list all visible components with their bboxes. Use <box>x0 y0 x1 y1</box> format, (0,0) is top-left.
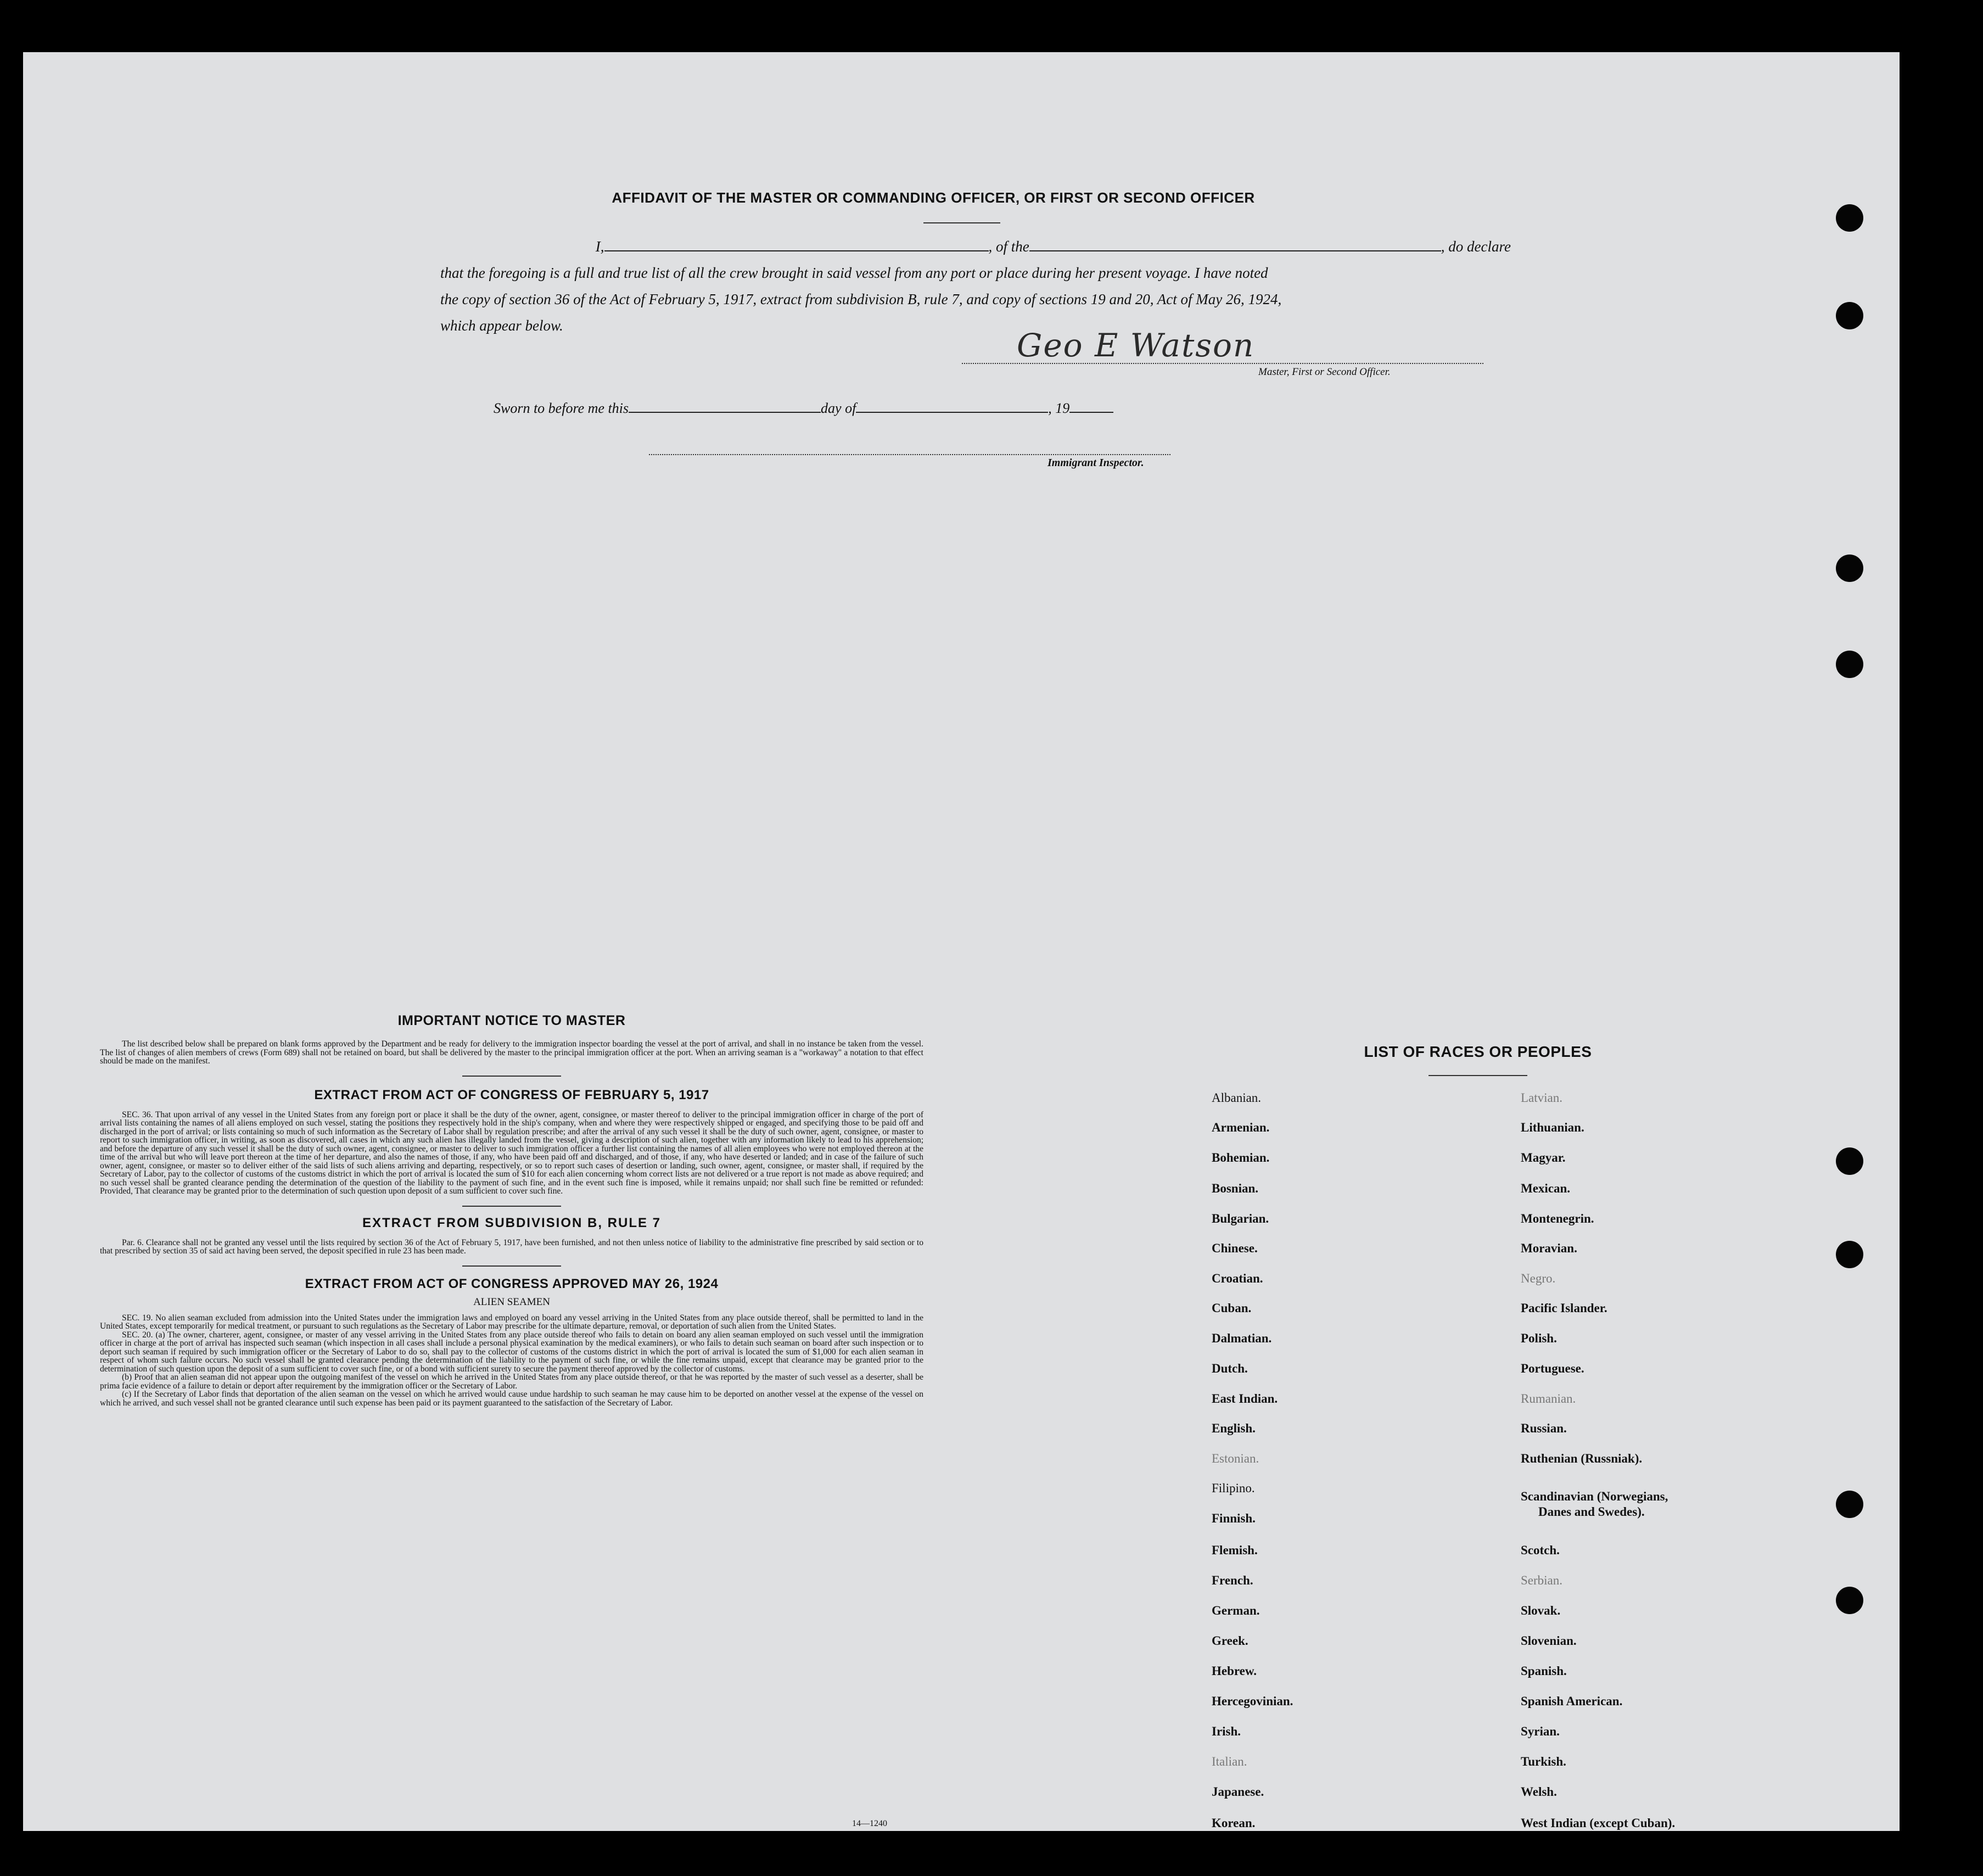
sworn-day-blank <box>629 411 821 413</box>
race-left: Bulgarian. <box>1212 1212 1269 1225</box>
race-right: Latvian. <box>1521 1091 1562 1105</box>
declaration-line-1 <box>440 233 1511 260</box>
race-right: Montenegrin. <box>1521 1212 1594 1225</box>
extract-1917-title: EXTRACT FROM ACT OF CONGRESS OF FEBRUARY 5, 1917 <box>314 1087 709 1102</box>
affidavit-title: AFFIDAVIT OF THE MASTER OR COMMANDING OFFICER, OR FIRST OR SECOND OFFICER <box>612 189 1255 206</box>
binder-hole <box>1836 1587 1863 1614</box>
vessel-name-blank <box>1029 249 1441 251</box>
binder-hole <box>1836 651 1863 678</box>
sworn-prefix: Sworn to before me this <box>494 400 629 416</box>
race-left: Armenian. <box>1212 1121 1270 1134</box>
race-right: Serbian. <box>1521 1573 1563 1587</box>
sec-20a-body: SEC. 20. (a) The owner, charterer, agent, consignee, or master of any vessel arriving in the United States from any place outside thereof who fails to detain on board any alien seaman employed on such vessel until the immigration officer in charge at the port of arrival has inspected such seaman (which inspection in all cases shall include a personal physical examination by the medical examiners), or who fails to detain such seaman on board after such inspection or to deport such seaman if required by such immigration officer or the Secretary of Labor to do so, shall pay to the collector of customs of the customs district in which the port of arrival is located the sum of $1,000 for each alien seaman in respect of whom such failure occurs. No such vessel shall be granted clearance pending the determination of the liability to the payment of such fine, or while the fine remains unpaid, except that clearance may be granted prior to the determination of such question upon the deposit of a sum sufficient to cover such fine, or of a bond with sufficient surety to secure the payment thereof approved by the collector of customs. <box>100 1330 923 1374</box>
section-divider <box>462 1265 561 1267</box>
document-page <box>23 52 1900 1831</box>
section-divider <box>462 1206 561 1207</box>
sworn-year-blank <box>1069 411 1113 413</box>
race-right: Scandinavian (Norwegians, <box>1521 1489 1668 1503</box>
officer-signature: Geo E Watson <box>1017 327 1255 364</box>
race-right: Slovak. <box>1521 1604 1561 1617</box>
signature-line <box>962 363 1483 364</box>
race-left: Greek. <box>1212 1634 1248 1648</box>
sec-20b-body: (b) Proof that an alien seaman did not appear upon the outgoing manifest of the vessel on which he arrived in the United States from any place outside thereof, or that he was reported by the master of such vessel as a deserter, shall be prima facie evidence of a failure to detain or deport after requirement by the immigration officer or the Secretary of Labor. <box>100 1373 923 1391</box>
race-left: Filipino. <box>1212 1481 1255 1495</box>
race-left: Dalmatian. <box>1212 1331 1272 1345</box>
race-right: Mexican. <box>1521 1181 1571 1195</box>
subdivision-b-body: Par. 6. Clearance shall not be granted any vessel until the lists required by section 36 of the Act of February 5, 1917, have been furnished, and not then unless notice of liability to the administrative fine prescribed by said section or to that prescribed by section 35 of said act having been served, the deposit specified in rule 23 has been made. <box>100 1237 923 1256</box>
declaration-line-3: the copy of section 36 of the Act of February 5, 1917, extract from subdivision B, rule 7, and copy of sections 19 and 20, Act of May 26, 1924, <box>440 291 1282 307</box>
race-left: Finnish. <box>1212 1511 1256 1525</box>
races-divider <box>1429 1075 1527 1076</box>
race-left: Dutch. <box>1212 1362 1248 1375</box>
race-right: Welsh. <box>1521 1785 1557 1799</box>
declare-label: , do declare <box>1441 238 1511 255</box>
sec-20c-body: (c) If the Secretary of Labor finds that deportation of the alien seaman on the vessel on which he arrived would cause undue hardship to such seaman he may cause him to be deported on another vessel at the expense of the vessel on which he arrived, and such vessel shall not be granted clearance until such expense has been paid or its payment guaranteed to the satisfaction of the Secretary of Labor. <box>100 1390 923 1408</box>
race-left: Albanian. <box>1212 1091 1262 1105</box>
race-right: West Indian (except Cuban). <box>1521 1816 1676 1830</box>
race-right: Turkish. <box>1521 1755 1566 1768</box>
declarer-name-blank <box>604 249 989 251</box>
race-left: Japanese. <box>1212 1785 1264 1799</box>
race-right: Polish. <box>1521 1331 1557 1345</box>
notice-body: The list described below shall be prepared on blank forms approved by the Department and be ready for delivery to the immigration inspector boarding the vessel at the port of arrival, and shall in no instance be taken from the vessel. The list of changes of alien members of crews (Form 689) shall not be retained on board, but shall be delivered by the master to the principal immigration officer at the port. When an arriving seaman is a "workaway" a notation to that effect should be made on the manifest. <box>100 1039 923 1066</box>
binder-hole <box>1836 555 1863 582</box>
notice-title: IMPORTANT NOTICE TO MASTER <box>397 1013 626 1028</box>
race-left: Korean. <box>1212 1816 1256 1830</box>
binder-hole <box>1836 302 1863 329</box>
affidavit-declaration <box>440 233 1511 339</box>
race-left: English. <box>1212 1421 1256 1435</box>
sworn-year-label: , 19 <box>1048 400 1070 416</box>
race-left: Flemish. <box>1212 1543 1258 1557</box>
binder-hole <box>1836 204 1863 232</box>
race-right: Negro. <box>1521 1272 1556 1285</box>
race-left: Hercegovinian. <box>1212 1694 1293 1708</box>
extract-1924-title: EXTRACT FROM ACT OF CONGRESS APPROVED MAY 26, 1924 <box>305 1276 719 1291</box>
race-left: East Indian. <box>1212 1392 1278 1405</box>
binder-hole <box>1836 1147 1863 1175</box>
race-left: Croatian. <box>1212 1272 1263 1285</box>
binder-hole <box>1836 1491 1863 1518</box>
race-left: Bohemian. <box>1212 1151 1270 1164</box>
section-divider <box>462 1076 561 1077</box>
declarer-prefix: I, <box>595 238 604 255</box>
race-right: Rumanian. <box>1521 1392 1576 1405</box>
officer-title-text: Master, First or Second Officer. <box>1258 366 1391 378</box>
race-left: Chinese. <box>1212 1241 1258 1255</box>
race-right: Portuguese. <box>1521 1362 1584 1375</box>
race-right: Spanish American. <box>1521 1694 1623 1708</box>
extract-1924-subtitle: ALIEN SEAMEN <box>473 1296 550 1308</box>
inspector-label: Immigrant Inspector. <box>1047 457 1144 469</box>
extract-1917-body: SEC. 36. That upon arrival of any vessel in the United States from any foreign port or place it shall be the duty of the owner, agent, consignee, or master thereof to deliver to the principal immigration officer in charge of the port of arrival lists containing the names of all aliens employed on such vessel, stating the positions they respectively hold in the ship's company, when and where they were respectively shipped or engaged, and specifying those to be paid off and discharged in the port of arrival; or lists containing so much of such information as the Secretary of Labor shall by regulation prescribe; and after the arrival of any such vessel it shall be the duty of such owner, agent, consignee, or master to report to such immigration officer, in writing, as soon as discovered, all cases in which any such alien has illegally landed from the vessel, giving a description of such alien, together with any information likely to lead to his apprehension; and before the departure of any such vessel it shall be the duty of such owner, agent, consignee, or master to deliver to such immigration officer a further list containing the names of all alien employees who were not employed thereon at the time of the arrival but who will leave port thereon at the time of her departure, and also the names of those, if any, who have been paid off and discharged, and of those, if any, who have deserted or landed; and in case of the failure of such owner, agent, consignee, or master so to deliver either of the said lists of such aliens arriving and departing, respectively, or so to report such cases of desertion or landing, such owner, agent, consignee, or master shall, if required by the Secretary of Labor, pay to the collector of customs of the customs district in which the port of arrival is located the sum of $10 for each alien concerning whom correct lists are not delivered or a true report is not made as above required; and no such vessel shall be granted clearance pending the determination of the question of the liability to the payment of such fine, and in the event such fine is imposed, while it remains unpaid; nor shall such fine be remitted or refunded: Provided, That clearance may be granted prior to the determination of such question upon deposit of a sum sufficient to cover such fine. <box>100 1110 923 1196</box>
race-right: Moravian. <box>1521 1241 1577 1255</box>
sworn-line <box>494 395 1207 422</box>
declaration-line-4: which appear below. <box>440 317 563 334</box>
of-the-label: , of the <box>988 238 1029 255</box>
race-left: Bosnian. <box>1212 1181 1259 1195</box>
binder-hole <box>1836 1241 1863 1268</box>
sworn-day-label: day of <box>821 400 856 416</box>
race-right: Ruthenian (Russniak). <box>1521 1452 1643 1465</box>
race-right: Syrian. <box>1521 1724 1560 1738</box>
race-left: Hebrew. <box>1212 1664 1257 1678</box>
sec-19-body: SEC. 19. No alien seaman excluded from admission into the United States under the immigration laws and employed on board any vessel arriving in the United States from any place outside thereof, shall be permitted to land in the United States, except temporarily for medical treatment, or pursuant to such regulations as the Secretary of Labor may prescribe for the ultimate departure, removal, or deportation of such alien from the United States. <box>100 1313 923 1331</box>
race-left: French. <box>1212 1573 1253 1587</box>
race-right: Russian. <box>1521 1421 1567 1435</box>
declaration-line-2: that the foregoing is a full and true list of all the crew brought in said vessel from any port or place during her present voyage. I have noted <box>440 265 1268 281</box>
race-right: Magyar. <box>1521 1151 1566 1164</box>
race-left: Cuban. <box>1212 1301 1252 1315</box>
race-left: Italian. <box>1212 1755 1247 1768</box>
race-left: Irish. <box>1212 1724 1241 1738</box>
race-left: Estonian. <box>1212 1452 1259 1465</box>
sworn-month-blank <box>856 411 1048 413</box>
left-legal-column <box>100 1013 923 1407</box>
race-right: Scotch. <box>1521 1543 1560 1557</box>
races-title: LIST OF RACES OR PEOPLES <box>1364 1043 1592 1060</box>
race-right: Lithuanian. <box>1521 1121 1584 1134</box>
race-right: Danes and Swedes). <box>1538 1505 1645 1519</box>
race-right: Slovenian. <box>1521 1634 1577 1648</box>
race-left: German. <box>1212 1604 1260 1617</box>
title-divider <box>923 222 1000 223</box>
subdivision-b-title: EXTRACT FROM SUBDIVISION B, RULE 7 <box>362 1215 662 1230</box>
officer-title-label <box>1258 365 1391 379</box>
race-right: Pacific Islander. <box>1521 1301 1607 1315</box>
form-number: 14—1240 <box>852 1819 887 1828</box>
race-right: Spanish. <box>1521 1664 1567 1678</box>
